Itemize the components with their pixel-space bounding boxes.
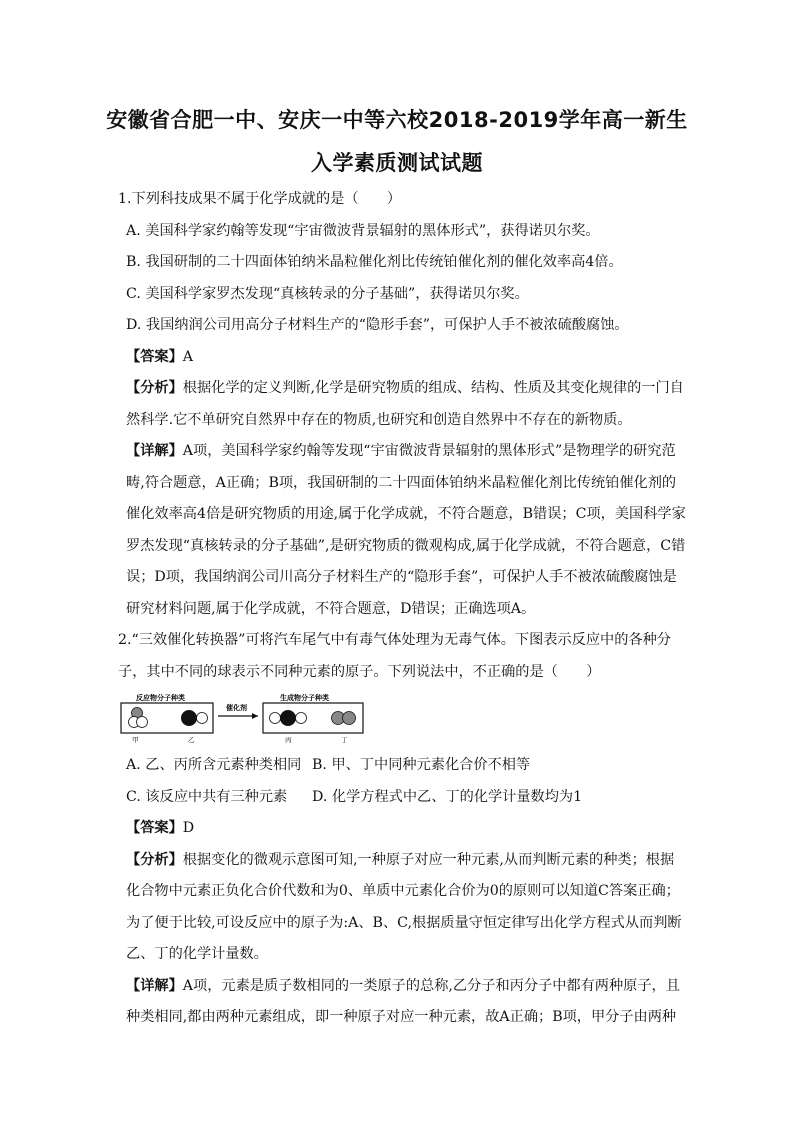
reaction-diagram-svg [118,692,368,744]
q1-answer-tag: 【答案】 [126,348,183,365]
q1-option-d: D. 我国纳润公司用高分子材料生产的“隐形手套”，可保护人手不被浓硫酸腐蚀。 [126,317,629,333]
molecule-bing-atom3 [296,713,307,724]
q2-option-c: C. 该反应中共有三种元素 [126,788,288,805]
q2-analysis-tag: 【分析】 [126,851,183,868]
reaction-diagram [118,692,688,750]
q2-options-row1 [118,750,688,782]
molecule-yi-atom1 [181,710,197,726]
document-body [118,184,688,1034]
q2-analysis-text: 根据变化的微观示意图可知,一种原子对应一种元素,从而判断元素的种类；根据化合物中元素正负化合价代数和为0、单质中元素化合价为0的原则可以知道C答案正确；为了便于比较,可设反应中的原子为:A、B、C,根据质量守恒定律写出化学方程式从而判断乙、丁的化学计量数。 [126,851,682,962]
molecule-bing-atom2 [280,710,296,726]
label-yi: 乙 [188,736,195,744]
q1-option-a: A. 美国科学家约翰等发现“宇宙微波背景辐射的黑体形式”，获得诺贝尔奖。 [126,222,600,239]
q1-answer [118,342,688,374]
q1-detail-text: A项，美国科学家约翰等发现“宇宙微波背景辐射的黑体形式”是物理学的研究范畴,符合题意，A正确；B项，我国研制的二十四面体铂纳米晶粒催化剂比传统铂催化剂的催化效率高4倍是研究物质的用途,属于化学成就，不符合题意，B错误；C项，美国科学家罗杰发现“真核转录的分子基础”,是研究物质的微观构成,属于化学成就，不符合题意，C错误；D项，我国纳润公司川高分子材料生产的“隐形手套”，可保护人手不被浓硫酸腐蚀是研究材料问题,属于化学成就，不符合题意，D错误；正确选项A。 [126,443,686,617]
molecule-bing-atom1 [270,713,281,724]
q2-answer-value: D [182,820,195,836]
page-title-line2: 入学素质测试试题 [311,151,483,175]
arrow-head [252,713,258,719]
q1-analysis [118,373,688,436]
label-jia: 甲 [132,736,139,744]
q2-stem: 2.“三效催化转换器”可将汽车尾气中有毒气体处理为无毒气体。下图表示反应中的各种分子，其中不同的球表示不同种元素的原子。下列说法中，不正确的是（ ） [118,632,671,680]
molecule-ding-atom2 [343,712,356,725]
q1-detail [118,436,688,625]
q1-stem: 1.下列科技成果不属于化学成就的是（ ） [118,191,402,207]
reactants-label: 反应物分子种类 [136,694,185,702]
q1-analysis-tag: 【分析】 [126,380,183,396]
q2-detail-tag: 【详解】 [126,977,183,994]
label-bing: 丙 [285,736,292,744]
label-ding: 丁 [341,736,348,744]
q2-detail-text: A项，元素是质子数相同的一类原子的总称,乙分子和丙分子中都有两种原子，且种类相同,都由两种元素组成，即一种原子对应一种元素，故A正确；B项，甲分子由两种 [126,977,680,1025]
q1-option-b: B. 我国研制的二十四面体铂纳米晶粒催化剂比传统铂催化剂的催化效率高4倍。 [126,254,623,270]
q2-option-a: A. 乙、丙所含元素种类相同 [126,757,302,773]
q1-analysis-text: 根据化学的定义判断,化学是研究物质的组成、结构、性质及其变化规律的一门自然科学.它不单研究自然界中存在的物质,也研究和创造自然界中不存在的新物质。 [126,380,684,428]
q2-analysis [118,845,688,971]
q2-option-b: B. 甲、丁中同种元素化合价不相等 [312,757,531,773]
q2-answer [118,813,688,845]
q1-detail-tag: 【详解】 [126,443,183,459]
q2-options-row2 [118,782,688,814]
q2-detail [118,971,688,1034]
q1-option-c: C. 美国科学家罗杰发现“真核转录的分子基础”，获得诺贝尔奖。 [126,285,529,302]
molecule-yi-atom2 [197,713,208,724]
q2-option-d: D. 化学方程式中乙、丁的化学计量数均为1 [312,788,583,805]
q1-answer-value: A [182,348,194,365]
q2-answer-tag: 【答案】 [126,820,183,836]
page-title-line1: 安徽省合肥一中、安庆一中等六校2018-2019学年高一新生 [106,108,688,132]
arrow-label: 催化剂 [226,704,247,712]
molecule-jia-atom3 [137,717,148,728]
products-label: 生成物分子种类 [280,694,329,702]
